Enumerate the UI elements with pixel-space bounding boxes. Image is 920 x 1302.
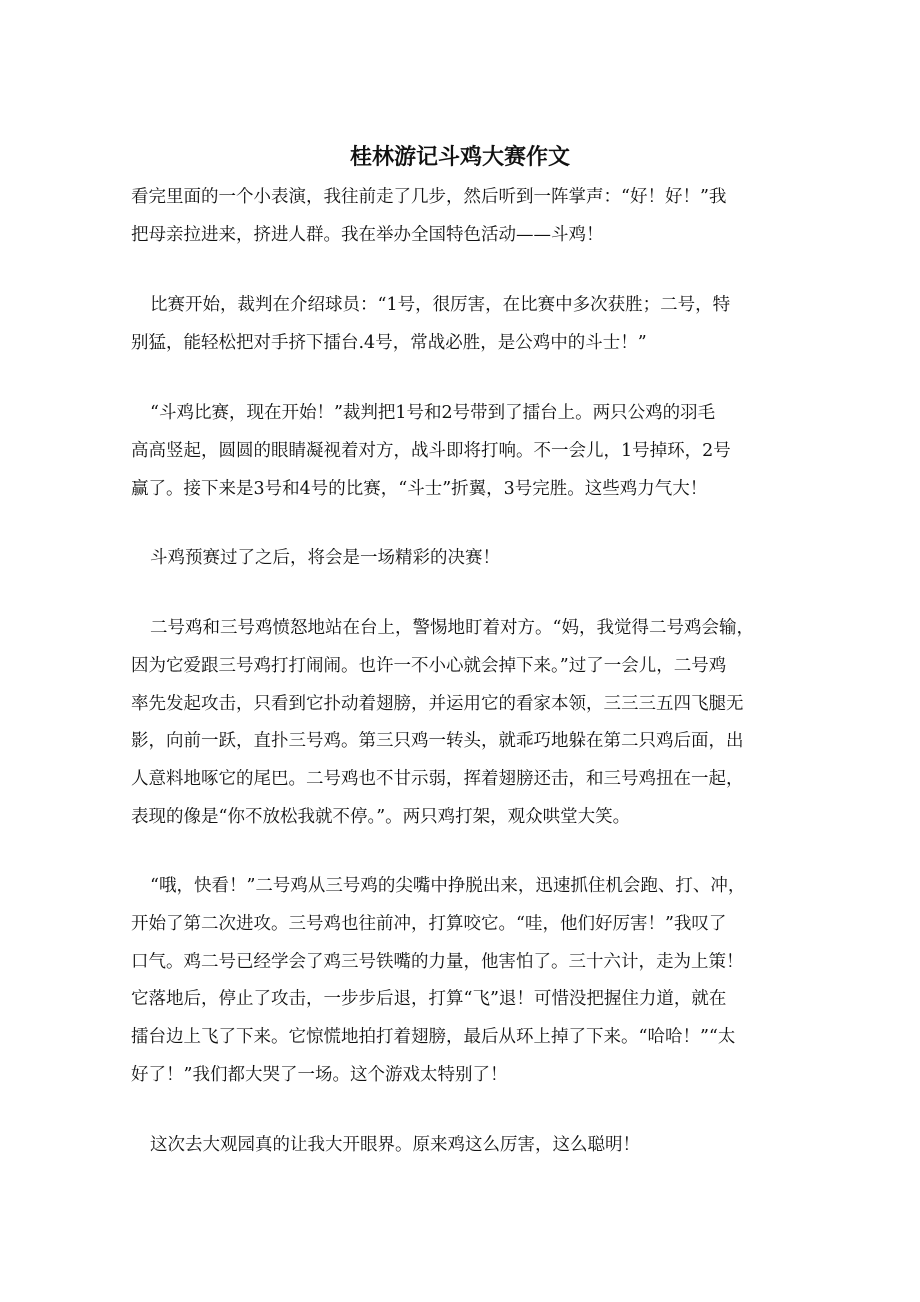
text-line: 它落地后，停止了攻击，一步步后退，打算“飞”退！可惜没把握住力道，就在 [131,989,727,1010]
text-line: 别猛，能轻松把对手挤下擂台.4号，常战必胜，是公鸡中的斗士！” [131,332,647,353]
paragraph-5 [131,610,796,837]
text-line: 因为它爱跟三号鸡打打闹闹。也许一不小心就会掉下来。”过了一会儿，二号鸡 [131,655,727,676]
text-line: 擂台边上飞了下来。它惊慌地拍打着翅膀，最后从环上掉了下来。“哈哈！”“太 [131,1027,736,1048]
text-line: 率先发起攻击，只看到它扑动着翅膀，并运用它的看家本领，三三三五四飞腿无 [131,693,744,714]
document-title: 桂林游记斗鸡大赛作文 [349,144,570,170]
paragraph-1 [131,179,796,255]
text-line: “哦，快看！”二号鸡从三号鸡的尖嘴中挣脱出来，迅速抓住机会跑、打、冲， [150,876,746,896]
text-line: 影，向前一跃，直扑三号鸡。第三只鸡一转头，就乖巧地躲在第二只鸡后面，出 [131,731,744,752]
text-line: 看完里面的一个小表演，我往前走了几步，然后听到一阵掌声：“好！好！”我 [131,187,727,207]
paragraph-3 [131,395,796,508]
text-line: 人意料地啄它的尾巴。二号鸡也不甘示弱，挥着翅膀还击，和三号鸡扭在一起， [131,769,744,790]
text-line: “斗鸡比赛，现在开始！”裁判把1号和2号带到了擂台上。两只公鸡的羽毛 [150,403,716,423]
text-line: 赢了。接下来是3号和4号的比赛，“斗士”折翼，3号完胜。这些鸡力气大！ [131,478,708,499]
paragraph-2 [131,287,796,363]
text-line: 这次去大观园真的让我大开眼界。原来鸡这么厉害，这么聪明！ [150,1135,640,1155]
text-line: 斗鸡预赛过了之后，将会是一场精彩的决赛！ [150,548,500,568]
text-line: 把母亲拉进来，挤进人群。我在举办全国特色活动——斗鸡！ [131,224,604,245]
text-line: 比赛开始，裁判在介绍球员：“1号，很厉害，在比赛中多次获胜；二号，特 [150,295,731,315]
text-line: 口气。鸡二号已经学会了鸡三号铁嘴的力量，他害怕了。三十六计，走为上策！ [131,951,744,972]
text-line: 二号鸡和三号鸡愤怒地站在台上，警惕地盯着对方。“妈，我觉得二号鸡会输， [150,618,754,638]
paragraph-6 [131,868,796,1095]
paragraph-4 [131,540,796,578]
text-line: 高高竖起，圆圆的眼睛凝视着对方，战斗即将打响。不一会儿，1号掉环，2号 [131,440,731,461]
paragraph-7 [131,1127,796,1165]
text-line: 表现的像是“你不放松我就不停。”。两只鸡打架，观众哄堂大笑。 [131,806,631,827]
text-line: 开始了第二次进攻。三号鸡也往前冲，打算咬它。“哇，他们好厉害！”我叹了 [131,913,727,934]
text-line: 好了！”我们都大哭了一场。这个游戏太特别了！ [131,1064,508,1085]
